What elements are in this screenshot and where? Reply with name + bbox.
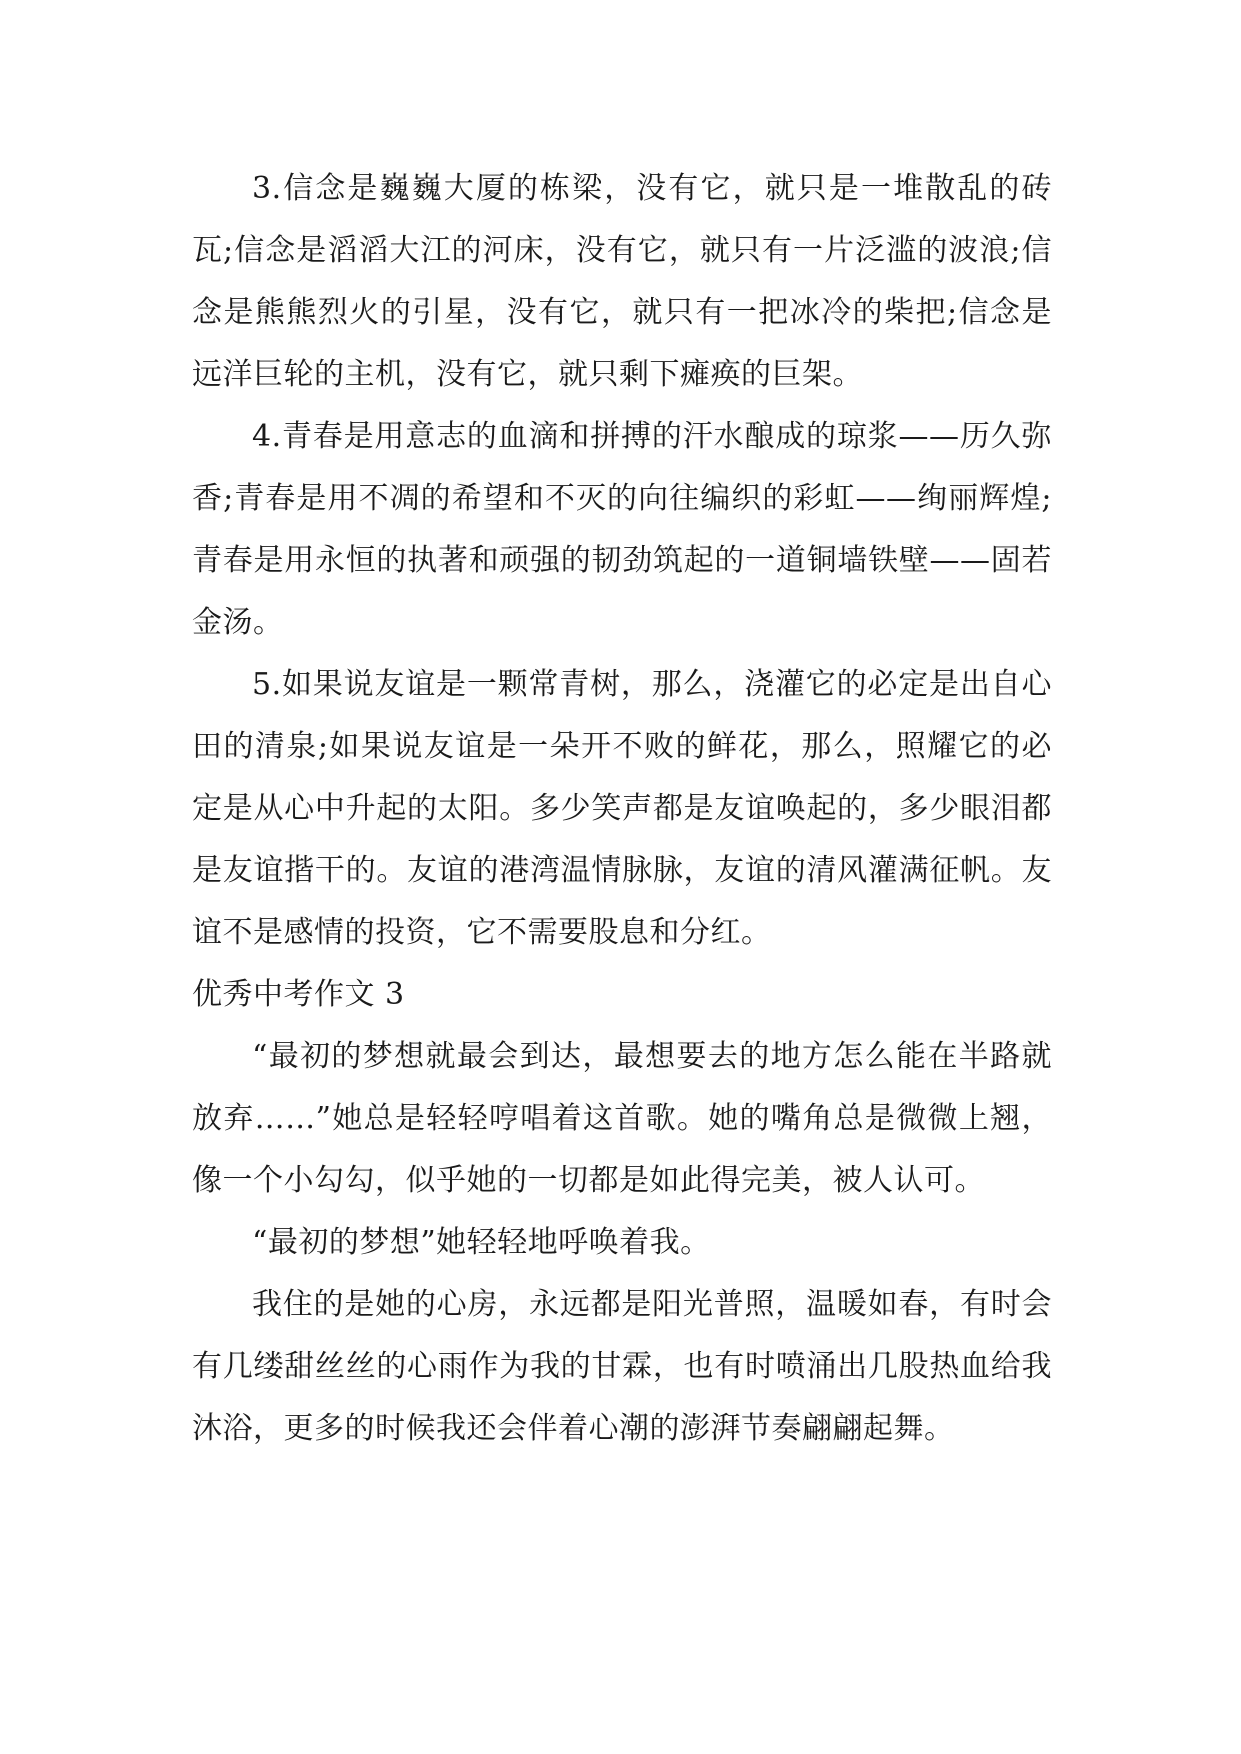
paragraph-friendship: 5.如果说友谊是一颗常青树，那么，浇灌它的必定是出自心田的清泉;如果说友谊是一朵开不败的鲜花，那么，照耀它的必定是从心中升起的太阳。多少笑声都是友谊唤起的，多少眼泪都是友谊揩干的。友谊的港湾温情脉脉，友谊的清风灌满征帆。友谊不是感情的投资，它不需要股息和分红。 [192, 667, 1052, 950]
document-body [192, 158, 1052, 1460]
essay-paragraph: “最初的梦想就最会到达，最想要去的地方怎么能在半路就放弃……”她总是轻轻哼唱着这首歌。她的嘴角总是微微上翘，像一个小勾勾，似乎她的一切都是如此得完美，被人认可。 [192, 1039, 1052, 1198]
essay-paragraph: “最初的梦想”她轻轻地呼唤着我。 [252, 1225, 711, 1260]
section-title: 优秀中考作文 3 [192, 977, 405, 1012]
essay-paragraph: 我住的是她的心房，永远都是阳光普照，温暖如春，有时会有几缕甜丝丝的心雨作为我的甘霖，也有时喷涌出几股热血给我沐浴，更多的时候我还会伴着心潮的澎湃节奏翩翩起舞。 [192, 1287, 1052, 1446]
paragraph-youth: 4.青春是用意志的血滴和拼搏的汗水酿成的琼浆——历久弥香;青春是用不凋的希望和不灭的向往编织的彩虹——绚丽辉煌;青春是用永恒的执著和顽强的韧劲筑起的一道铜墙铁壁——固若金汤。 [192, 419, 1052, 640]
paragraph-faith: 3.信念是巍巍大厦的栋梁，没有它，就只是一堆散乱的砖瓦;信念是滔滔大江的河床，没有它，就只有一片泛滥的波浪;信念是熊熊烈火的引星，没有它，就只有一把冰冷的柴把;信念是远洋巨轮的主机，没有它，就只剩下瘫痪的巨架。 [192, 171, 1052, 392]
